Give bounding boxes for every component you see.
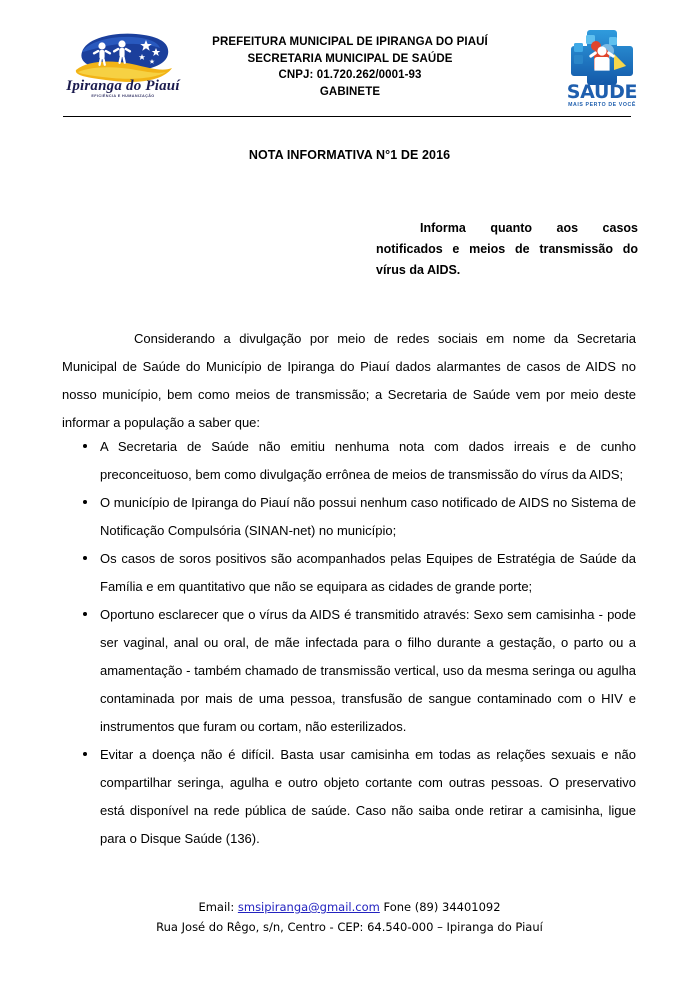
ipiranga-logo-wordmark: Ipiranga do Piauí (66, 78, 180, 94)
intro-paragraph: Considerando a divulgação por meio de redes sociais em nome da Secretaria Municipal de Saúde do Município de Ipiranga do Piauí dados alarmantes de casos de AIDS no nosso município, bem como meios de transmissão; a Secretaria de Saúde vem por meio deste informar a população a saber que: (62, 331, 636, 430)
saude-logo-subtitle: MAIS PERTO DE VOCÊ (568, 102, 636, 108)
list-item (62, 741, 636, 853)
footer-email-label: Email: (198, 900, 235, 914)
header-line-secretaria: SECRETARIA MUNICIPAL DE SAÚDE (247, 52, 453, 65)
list-item-text: O município de Ipiranga do Piauí não possui nenhum caso notificado de AIDS no Sistema de Notificação Compulsória (SINAN-net) no município; (100, 495, 636, 538)
bullet-dot-icon (83, 556, 87, 560)
list-item-text: Evitar a doença não é difícil. Basta usar camisinha em todas as relações sexuais e não compartilhar seringa, agulha e outro objeto cortante com outras pessoas. O preservativo está disponível na rede pública de saúde. Caso não saiba onde retirar a camisinha, ligue para o Disque Saúde (136). (100, 747, 636, 846)
footer-contact-line (0, 897, 699, 917)
list-item (62, 489, 636, 545)
document-footer (0, 897, 699, 937)
list-item (62, 601, 636, 741)
header-title-block (180, 34, 520, 100)
ipiranga-do-piaui-logo (62, 30, 184, 116)
bullet-list (62, 433, 636, 853)
list-item-text: Oportuno esclarecer que o vírus da AIDS é transmitido através: Sexo sem camisinha - pode ser vaginal, anal ou oral, de mãe infectada para o filho durante a gestação, o parto ou a amamentação - também chamado de transmissão vertical, uso da mesma seringa ou agulha contaminada por mais de uma pessoa, transfusão de sangue contaminado com o HIV e instrumentos que furam ou cortam, não esterilizados. (100, 607, 636, 734)
page-title: NOTA INFORMATIVA N°1 DE 2016 (248, 148, 451, 162)
bullet-dot-icon (83, 500, 87, 504)
header-line-gabinete: GABINETE (319, 85, 381, 98)
footer-address-line: Rua José do Rêgo, s/n, Centro - CEP: 64.540-000 – Ipiranga do Piauí (156, 920, 543, 934)
footer-phone: Fone (89) 34401092 (383, 900, 501, 914)
document-header (0, 26, 699, 112)
list-item (62, 433, 636, 489)
ipiranga-logo-subtitle: EFICIÊNCIA E HUMANIZAÇÃO (91, 94, 155, 98)
saude-logo (552, 26, 652, 118)
header-divider (63, 116, 631, 117)
list-item (62, 545, 636, 601)
list-item-text: A Secretaria de Saúde não emitiu nenhuma nota com dados irreais e de cunho preconceituoso, bem como divulgação errônea de meios de transmissão do vírus da AIDS; (100, 439, 636, 482)
ementa-block: Informa quanto aos casos notificados e meios de transmissão do vírus da AIDS. (376, 221, 638, 277)
header-line-cnpj: CNPJ: 01.720.262/0001-93 (278, 69, 422, 81)
bullet-dot-icon (83, 444, 87, 448)
saude-logo-graphic (552, 26, 652, 86)
saude-logo-wordmark: SAÚDE (566, 81, 638, 103)
header-line-prefeitura: PREFEITURA MUNICIPAL DE IPIRANGA DO PIAUÍ (212, 36, 488, 48)
list-item-text: Os casos de soros positivos são acompanhados pelas Equipes de Estratégia de Saúde da Família e em quantitativo que não se equipara as cidades de grande porte; (100, 551, 636, 594)
bullet-dot-icon (83, 752, 87, 756)
bullet-dot-icon (83, 612, 87, 616)
footer-email-link[interactable]: smsipiranga@gmail.com (237, 900, 380, 914)
